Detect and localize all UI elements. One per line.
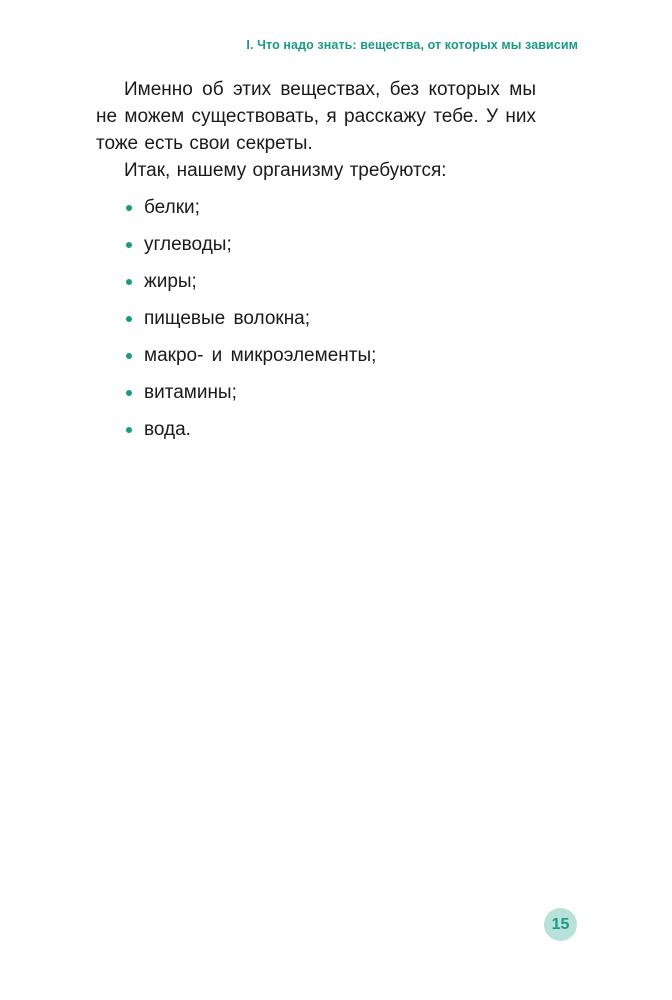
- list-item: [96, 268, 536, 295]
- list-item-label: белки;: [144, 197, 200, 218]
- list-item-label: пищевые волокна;: [144, 308, 311, 329]
- list-item-label: витамины;: [144, 382, 237, 403]
- bullet-dot-icon: [126, 353, 132, 359]
- page-number-badge: 15: [544, 908, 577, 941]
- bullet-dot-icon: [126, 242, 132, 248]
- list-item: [96, 194, 536, 221]
- running-header: I. Что надо знать: вещества, от которых мы зависим: [246, 38, 578, 52]
- bullet-dot-icon: [126, 427, 132, 433]
- list-item-label: жиры;: [144, 271, 197, 292]
- list-item-label: макро- и микроэлементы;: [144, 345, 377, 366]
- bullet-dot-icon: [126, 390, 132, 396]
- paragraph: Итак, нашему организму требуются:: [124, 160, 447, 181]
- nutrient-list: [96, 194, 536, 443]
- list-item-label: вода.: [144, 419, 191, 440]
- bullet-dot-icon: [126, 316, 132, 322]
- bullet-dot-icon: [126, 279, 132, 285]
- list-item: [96, 342, 536, 369]
- list-item: [96, 305, 536, 332]
- list-item: [96, 379, 536, 406]
- bullet-dot-icon: [126, 205, 132, 211]
- list-item-label: углеводы;: [144, 234, 232, 255]
- list-item: [96, 231, 536, 258]
- paragraph: Именно об этих веществах, без которых мы не можем существовать, я расскажу тебе. У них тоже есть свои секреты.: [96, 79, 536, 154]
- page-body: [96, 76, 536, 453]
- list-item: [96, 416, 536, 443]
